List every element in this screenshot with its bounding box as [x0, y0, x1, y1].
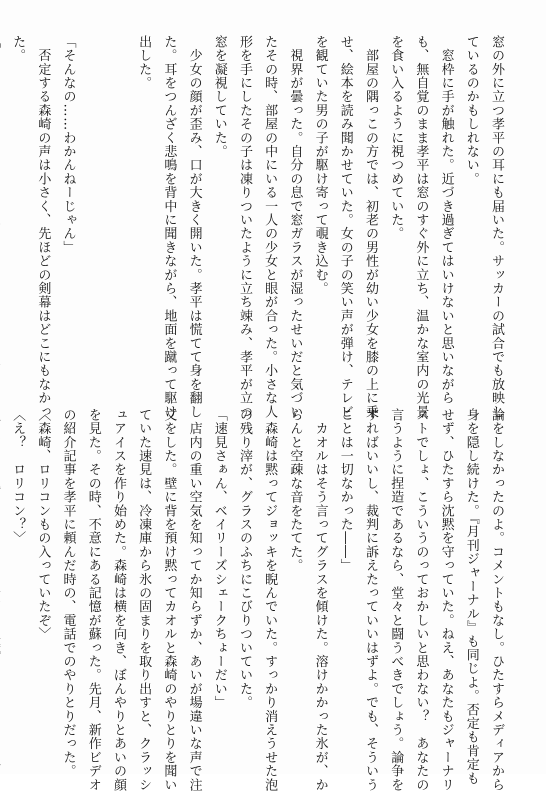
text-column: せ、絵本を読み聞かせていた。女の子の笑い声が弾け、テレビ: [337, 35, 353, 419]
text-column: ストでしょ、こういうのっておかしいと思わない？ あなたの: [413, 408, 429, 792]
text-column: 文をした。壁に背を預け黙ってカオルと森崎のやりとりを聞い: [161, 408, 177, 792]
upper-text-block: [10, 35, 509, 419]
text-column: 〈え？ ロリコン？〉: [10, 408, 26, 545]
text-column: 「速見さぁん、ベイリーズシェークちょーだい」: [211, 408, 227, 710]
text-column: 論をしなかったのよ。コメントもなし。ひたすらメディアから: [489, 408, 504, 792]
text-column: た。耳をつんざく悲鳴を背中に聞きながら、地面を蹴って駆け: [161, 35, 177, 419]
text-column: 身を隠し続けた。『月刊ジャーナル』も同じよ。否定も肯定も: [463, 408, 479, 786]
text-column: カオルはそう言ってグラスを傾けた。溶けかかった氷が、か: [312, 408, 328, 792]
text-column: 形を手にしたその子は凍りついたように立ち竦み、孝平が立つ: [236, 35, 252, 419]
text-column: 森崎は黙ってジョッキを睨んでいた。すっかり消えうせた泡: [262, 408, 278, 792]
text-column: の残り滓が、グラスのふちにこびりついていた。: [236, 408, 252, 710]
text-column: ているのかもしれない。: [463, 35, 479, 186]
text-column: た。: [10, 35, 26, 63]
text-column: せず、ひたすら沈黙を守っていた。ねえ、あなたもジャーナリ: [438, 408, 454, 792]
text-column: も、無自覚のまま孝平は窓のすぐ外に立ち、温かな室内の光景: [413, 35, 429, 419]
text-column: ことは一切なかった――」: [337, 408, 353, 573]
text-column: [81, 35, 106, 360]
text-column: を食い入るように視つめていた。: [388, 35, 404, 241]
text-column: 視界が曇った。自分の息で窓ガラスが湿ったせいだと気づい: [287, 35, 303, 419]
text-column: [0, 408, 5, 738]
text-column: らんと空疎な音をたてた。: [287, 408, 303, 573]
text-column: 窓の外に立つ孝平の耳にも届いた。サッカーの試合でも放映し: [489, 35, 504, 419]
lower-text-block: [10, 408, 509, 792]
text-column: 少女の顔が歪み、口が大きく開いた。孝平は慌てて身を翻し: [186, 35, 202, 419]
text-column: たその時、部屋の中にいる一人の少女と眼が合った。小さな人: [262, 35, 278, 419]
text-column: 〈森崎、ロリコンもの入っていたぞ〉: [35, 408, 51, 641]
text-column: 窓を凝視していた。: [211, 35, 227, 159]
text-column: 言うように捏造であるなら、堂々と闘うべきでしょう。論争を: [388, 408, 404, 792]
text-column: [0, 35, 5, 360]
text-column: 部屋の隅っこの方では、初老の男性が幼い少女を膝の上に乗: [362, 35, 378, 419]
text-column: 店内の重い空気を知ってか知らずか、あいが場違いな声で注: [186, 408, 202, 792]
text-column: [106, 35, 131, 360]
text-column: 窓枠に手が触れた。近づき過ぎてはいけないと思いながら: [438, 35, 454, 405]
text-column: ていた速見は、冷凍庫から氷の固まりを取り出すと、クラッシ: [136, 408, 152, 792]
text-column: ュアイスを作り始めた。森崎は横を向き、ぼんやりとあいの顔: [110, 408, 126, 792]
text-column: の紹介記事を孝平に頼んだ時の、電話でのやりとりだった。: [60, 408, 76, 778]
text-column: 「そんなの……わかんねーじゃん」: [60, 35, 76, 255]
text-column: すればいいし、裁判に訴えたっていいはずよ。でも、そういう: [362, 408, 378, 792]
text-column: 出した。: [136, 35, 152, 90]
text-column: 否定する森崎の声は小さく、先ほどの剣幕はどこにもなかっ: [35, 35, 51, 419]
text-column: を見た。その時、不意にある記憶が蘇った。先月、新作ビデオ: [85, 408, 101, 792]
text-column: を観ていた男の子が駆け寄って覗き込む。: [312, 35, 328, 296]
